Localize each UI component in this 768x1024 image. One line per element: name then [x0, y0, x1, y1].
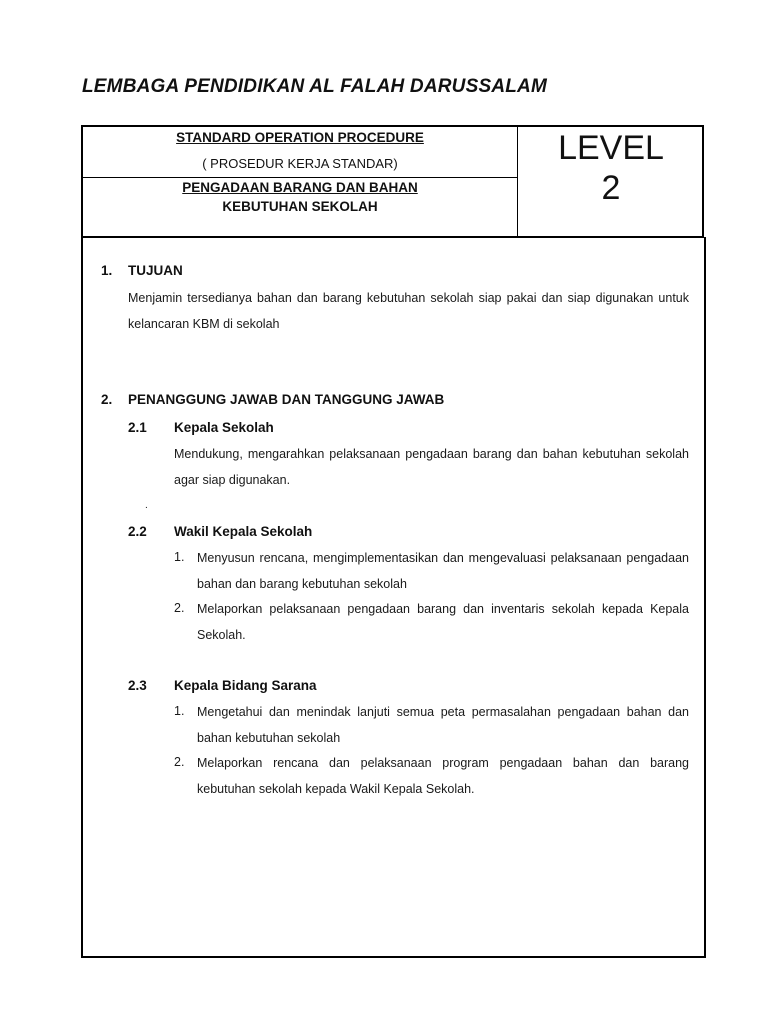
- list-item-number: 2.: [174, 755, 185, 769]
- sop-topic-line2: KEBUTUHAN SEKOLAH: [222, 199, 378, 214]
- subsection-2-1-text: Mendukung, mengarahkan pelaksanaan pengadaan barang dan bahan kebutuhan sekolah agar siap digunakan.: [174, 447, 689, 487]
- subsection-2-1-number: 2.1: [128, 420, 147, 435]
- section-1-number: 1.: [101, 263, 113, 278]
- institution-name: LEMBAGA PENDIDIKAN AL FALAH DARUSSALAM: [82, 76, 548, 97]
- list-item-number: 1.: [174, 550, 185, 564]
- subsection-2-2-title: Wakil Kepala Sekolah: [174, 524, 313, 539]
- subsection-2-2-number: 2.2: [128, 524, 147, 539]
- subsection-2-1-title: Kepala Sekolah: [174, 420, 274, 435]
- header-divider: [83, 177, 517, 178]
- sop-title: STANDARD OPERATION PROCEDURE: [176, 130, 424, 145]
- stray-mark: .: [145, 500, 148, 511]
- list-item-text: Mengetahui dan menindak lanjuti semua peta permasalahan pengadaan bahan dan bahan kebutuhan sekolah: [197, 705, 689, 745]
- list-item-number: 2.: [174, 601, 185, 615]
- level-number: 2: [601, 169, 621, 207]
- level-label: LEVEL: [558, 129, 664, 167]
- subsection-2-3-title: Kepala Bidang Sarana: [174, 678, 317, 693]
- sop-header-table: [81, 125, 704, 238]
- section-2-number: 2.: [101, 392, 113, 407]
- sop-body: [81, 237, 706, 958]
- list-item-text: Melaporkan rencana dan pelaksanaan program pengadaan bahan dan barang kebutuhan sekolah kepada Wakil Kepala Sekolah.: [197, 756, 689, 796]
- list-item-text: Menyusun rencana, mengimplementasikan dan mengevaluasi pelaksanaan pengadaan bahan dan barang kebutuhan sekolah: [197, 551, 689, 591]
- sop-topic-line1: PENGADAAN BARANG DAN BAHAN: [182, 180, 418, 195]
- section-1-title: TUJUAN: [128, 263, 183, 278]
- subsection-2-3-number: 2.3: [128, 678, 147, 693]
- section-1-text: Menjamin tersedianya bahan dan barang kebutuhan sekolah siap pakai dan siap digunakan untuk kelancaran KBM di sekolah: [128, 291, 689, 331]
- sop-subtitle: ( PROSEDUR KERJA STANDAR): [202, 156, 398, 171]
- section-2-title: PENANGGUNG JAWAB DAN TANGGUNG JAWAB: [128, 392, 445, 407]
- list-item-number: 1.: [174, 704, 185, 718]
- list-item-text: Melaporkan pelaksanaan pengadaan barang dan inventaris sekolah kepada Kepala Sekolah.: [197, 602, 689, 642]
